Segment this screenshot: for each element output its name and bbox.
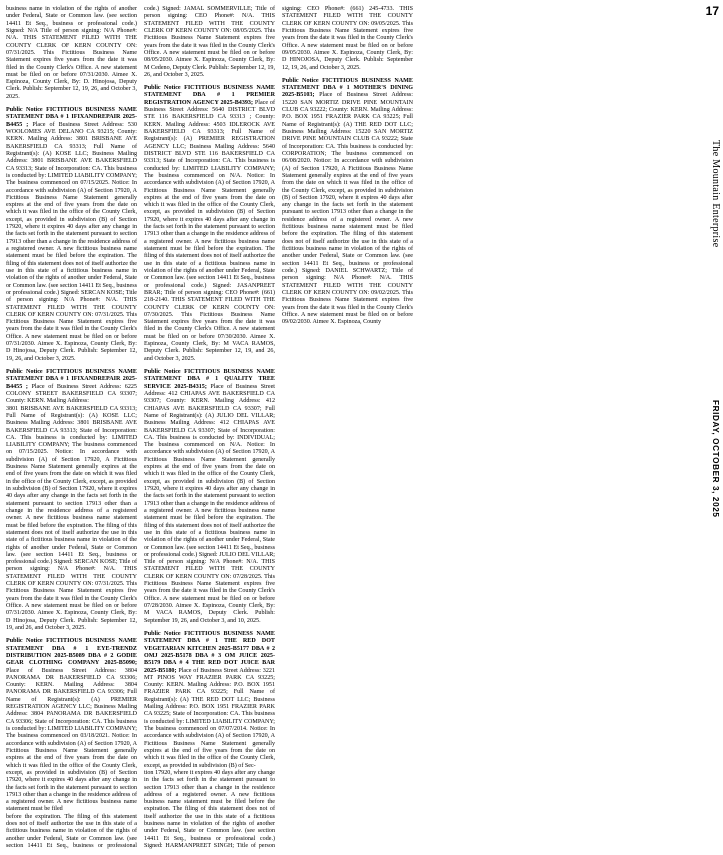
notice-text	[144, 369, 275, 625]
notice-heading: Public Notice FICTITIOUS BUSINESS NAME STATEMENT DBA # 1 IFIXANDREPAIR 2025-B4455 ;	[6, 107, 137, 128]
legal-notice	[282, 78, 413, 327]
notice-body: Place of Business Street Address: 530 WOOLOMES AVE DELANO CA 93215; County: KERN. Mailing Address: 3801 BRISBANE AVE BAKERSFIELD CA 93313; Full Name of Registrant(s): (A) KOSE LLC; Business Mailing Address: 3801 BRISBANE AVE BAKERSFIELD CA 93313; State of Incorporation: CA. This business is conducted by: LIMITED LIABILITY COMPANY; The business commenced on 07/15/2025. Notice: In accordance with subdivision (A) of Section 17920, A Fictitious Business Name Statement generally expires at the end of five years from the date on which it was filed in the office of the County Clerk, except, as provided in subdivision (B) of Section 17920, where it expires 40 days after any change in the facts set forth in the statement pursuant to section 17913 other than a change in the residence address of a registered owner. A new fictitious business name statement must be filed before the expiration. The filing of this statement does not of itself authorize the use in this state of a fictitious business name in violation of the rights of another under Federal, State or Common law. (see section 14411 Et Seq., business or professional code.) Signed: SERCAN KOSE; Title of person signing: N/A Phone#: N/A. THIS STATEMENT FILED WITH THE COUNTY CLERK OF KERN COUNTY ON: 07/31/2025. This Fictitious Business Name Statement expires five years from the date it was filed in the County Clerk's Office. A new statement must be filed on or before 07/31/2030. Aimee X. Espinoza, County Clerk, By: D Hinojosa, Deputy Clerk. Publish: September 12, 19, 26, and October 3, 2025.	[6, 121, 137, 362]
notice-text	[282, 78, 413, 327]
legal-notice	[144, 369, 275, 625]
notice-body: tion 17920, where it expires 40 days after any change in the facts set forth in the statement pursuant to section 17913 other than a change in the residence address of a registered owner. A new fictitious business name statement must be filed before the expiration. The filing of this statement does not of itself authorize the use in this state of a fictitious business name in violation of the rights of another under Federal, State or Common law. (see section 14411 Et Seq., business or professional code.) Signed: HARMANPREET SINGH; Title of person signing: CEO Phone#: (661) 245-4733. THIS STATEMENT FILED WITH THE COUNTY CLERK OF KERN COUNTY ON: 09/05/2025. This Fictitious Business Name Statement expires five years from the date it was filed in the County Clerk's Office. A new statement must be filed on or before 09/05/2030. Aimee X. Espinoza, County Clerk, By: D HINOJOSA, Deputy Clerk. Publish: September 12, 19, 26, and October 3, 2025.	[144, 6, 413, 849]
issue-dateline: FRIDAY, OCTOBER 3, 2025	[711, 400, 720, 518]
legal-notice	[6, 369, 137, 406]
notice-body: Place of Business Street Address: 15220 SAN MORTIZ DRIVE PINE MOUNTAIN CLUB CA 93222; County: KERN. Mailing Address: P.O. BOX 1951 FRAZIER PARK CA 93225; Full Name of Registrant(s): (A) THE RED DOT LLC; Business Mailing Address: 15220 SAN MORTIZ DRIVE PINE MOUNTAIN CLUB CA 93222; State of Incorporation: CA. This business is conducted by: CORPORATION; The business commenced on 06/08/2020. Notice: In accordance with subdivision (A) of Section 17920, A Fictitious Business Name Statement generally expires at the end of five years from the date on which it was filed in the office of the County Clerk, except, as provided in subdivision (B) of Section 17920, where it expires 40 days after any change in the facts set forth in the statement pursuant to section 17913 other than a change in the residence address of a registered owner. A new fictitious business name statement must be filed before the expiration. The filing of this statement does not of itself authorize the use in this state of a fictitious business name in violation of the rights of another under Federal, State or Common law. (see section 14411 Et Seq., business or professional code.) Signed: DANIEL SCHWARTZ; Title of person signing: N/A Phone#: N/A. THIS STATEMENT FILED WITH THE COUNTY CLERK OF KERN COUNTY ON: 09/02/2025. This Fictitious Business Name Statement expires five years from the date it was filed in the County Clerk's Office. A new statement must be filed on or before 09/02/2030. Aimee X. Espinoza, County	[282, 92, 413, 326]
legal-notice	[6, 406, 137, 633]
notice-heading: Public Notice FICTITIOUS BUSINESS NAME STATEMENT DBA # 1 PREMIER REGISTRATION AGENCY 2025-B4393;	[144, 85, 275, 106]
notice-heading: Public Notice FICTITIOUS BUSINESS NAME STATEMENT DBA # 1 THE RED DOT VEGETARIAN KITCHEN 2025-B5177 DBA # 2 OMJ 2025-B5178 DBA # 3 OM JUICE 2025-B5179 DBA # 4 THE RED DOT JUICE BAR 2025-B5180;	[144, 630, 275, 674]
notice-body: Place of Business Street Address: 6225 COLONY STREET BAKERSFIELD CA 93307; County: KERN. Mailing Address:	[6, 383, 137, 405]
notice-body: Place of Business Street Address: 412 CHIAPAS AVE BAKERSFIELD CA 93307; County: KERN. Mailing Address: 412 CHIAPAS AVE BAKERSFIELD CA 93307; Full Name of Registrant(s): (A) JULIO DEL VILLAR; Business Mailing Address: 412 CHIAPAS AVE BAKERSFIELD CA 93307; State of Incorporation: CA. This business is conducted by: INDIVIDUAL; The business commenced on N/A. Notice: In accordance with subdivision (A) of Section 17920, A Fictitious Business Name Statement generally expires at the end of five years from the date on which it was filed in the office of the County Clerk, except, as provided in subdivision (B) of Section 17920, where it expires 40 days after any change in the facts set forth in the statement pursuant to section 17913 other than a change in the residence address of a registered owner. A new fictitious business name statement must be filed before the expiration. The filing of this statement does not of itself authorize the use in this state of a fictitious business name in violation of the rights of another under Federal, State or Common law. (see section 14411 Et Seq., business or professional code.) Signed: JULIO DEL VILLAR; Title of person signing: N/A Phone#: N/A. THIS STATEMENT FILED WITH THE COUNTY CLERK OF KERN COUNTY ON: 07/28/2025. This Fictitious Business Name Statement expires five years from the date it was filed in the County Clerk's Office. A new statement must be filed on or before 07/28/2030. Aimee X. Espinoza, County Clerk, By: M VACA RAMOS, Deputy Clerk. Publish: September 19, 26, and October 3, and 10, 2025.	[144, 383, 275, 624]
masthead-title: The Mountain Enterprise	[710, 140, 721, 248]
notice-body: Place of Business Street Address: 5640 DISTRICT BLVD STE 116 BAKERSFIELD CA 93313 ; County: KERN. Mailing Address: 4503 IDLEROCK AVE BAKERSFIELD CA 93313; Full Name of Registrant(s): (A) PREMIER REGISTRATION AGENCY LLC; Business Mailing Address: 5640 DISTRICT BLVD STE 116 BAKERSFIELD CA 93313; State of Incorporation: CA. This business is conducted by: LIMITED LIABILITY COMPANY; The business commenced on N/A. Notice: In accordance with subdivision (A) of Section 17920, A Fictitious Business Name Statement generally expires at the end of five years from the date on which it was filed in the office of the County Clerk, except, as provided in subdivision (B) of Section 17920, where it expires 40 days after any change in the facts set forth in the statement pursuant to section 17913 other than a change in the residence address of a registered owner. A new fictitious business name statement must be filed before the expiration. The filing of this statement does not of itself authorize the use in this state of a fictitious business name in violation of the rights of another under Federal, State or Common law. (see section 14411 Et Seq., business or professional code.) Signed: JASANPREET BRAR; Title of person signing: CEO Phone#: (661) 218-2140. THIS STATEMENT FILED WITH THE COUNTY CLERK OF KERN COUNTY ON: 07/30/2025. This Fictitious Business Name Statement expires five years from the date it was filed in the County Clerk's Office. A new statement must be filed on or before 07/30/2030. Aimee X. Espinoza, County Clerk, By: M VACA RAMOS, Deputy Clerk. Publish: September 12, 19, and 26, and October 3, 2025.	[144, 99, 275, 362]
notice-text	[144, 631, 275, 770]
page-number: 17	[705, 4, 719, 18]
notice-text	[144, 85, 275, 363]
notice-body: Place of Business Street Address: 3804 PANORAMA DR BAKERSFIELD CA 93306; County: KERN. Mailing Address: 3804 PANORAMA DR BAKERSFIELD CA 93306; Full Name of Registrant(s): (A) PREMIER REGISTRATION AGENCY LLC; Business Mailing Address: 3804 PANORAMA DR BAKERSFIELD CA 93306; State of Incorporation: CA. This business is conducted by: LIMITED LIABILITY COMPANY; The business commenced on 03/18/2021. Notice: In accordance with subdivision (A) of Section 17920, A Fictitious Business Name Statement generally expires at the end of five years from the date on which it was filed in the office of the County Clerk, except, as provided in subdivision (B) of Section 17920, where it expires 40 days after any change in the facts set forth in the statement pursuant to section 17913 other than a change in the residence address of a registered owner. A new fictitious business name statement must be filed	[6, 667, 137, 813]
notice-body: Place of Business Street Address: 3221 MT PINOS WAY FRAZIER PARK CA 93225; County: KERN. Mailing Address: P.O. BOX 1951 FRAZIER PARK CA 93225; Full Name of Registrant(s): (A) THE RED DOT LLC; Business Mailing Address: P.O. BOX 1951 FRAZIER PARK CA 93225; State of Incorporation: CA. This business is conducted by: LIMITED LIABILITY COMPANY; The business commenced on 07/07/2014. Notice: In accordance with subdivision (A) of Section 17920, A Fictitious Business Name Statement generally expires at the end of five years from the date on which it was filed in the office of the County Clerk, except, as provided in subdivision (B) of Sec-	[144, 667, 275, 769]
notice-heading: Public Notice FICTITIOUS BUSINESS NAME STATEMENT DBA # 1 QUALITY TREE SERVICE 2025-B4315;	[144, 369, 275, 390]
legal-notice	[6, 107, 137, 363]
legal-notices-columns	[6, 6, 689, 851]
notice-body: 3801 BRISBANE AVE BAKERSFIELD CA 93313; Full Name of Registrant(s): (A) KOSE LLC; Business Mailing Address: 3801 BRISBANE AVE BAKERSFIELD CA 93313; State of Incorporation: CA. This business is conducted by: LIMITED LIABILITY COMPANY; The business commenced on 07/15/2025. Notice: In accordance with subdivision (A) of Section 17920, A Fictitious Business Name Statement generally expires at the end of five years from the date on which it was filed in the office of the County Clerk, except, as provided in subdivision (B) of Section 17920, where it expires 40 days after any change in the facts set forth in the statement pursuant to section 17913 other than a change in the residence address of a registered owner. A new fictitious business name statement must be filed before the expiration. The filing of this statement does not of itself authorize the use in this state of a fictitious business name in violation of the rights of another under Federal, State or Common law. (see section 14411 Et Seq., business or professional code.) Signed: SERCAN KOSE; Title of person signing: N/A Phone#: N/A. THIS STATEMENT FILED WITH THE COUNTY CLERK OF KERN COUNTY ON: 07/31/2025. This Fictitious Business Name Statement expires five years from the date it was filed in the County Clerk's Office. A new statement must be filed on or before 07/31/2030. Aimee X. Espinoza, County Clerk, By: D Hinojosa, Deputy Clerk. Publish: September 12, 19, and 26, and October 3, 2025.	[6, 405, 137, 631]
legal-notice	[144, 85, 275, 363]
notice-text	[6, 107, 137, 363]
notice-heading: Public Notice FICTITIOUS BUSINESS NAME STATEMENT DBA # 1 IFIXANDREPAIR 2025-B4455 ;	[6, 369, 137, 390]
notice-text	[6, 369, 137, 406]
notice-heading: Public Notice FICTITIOUS BUSINESS NAME STATEMENT DBA # 1 EYE-TRENDZ DISTRIBUTION 2025-B5089 DBA # 2 GODIE GEAR CLOTHING COMPANY 2025-B5090;	[6, 638, 137, 667]
notice-text	[6, 638, 137, 814]
legal-notice	[144, 631, 275, 770]
legal-notice	[6, 6, 137, 101]
notice-body: before the expiration. The filing of this statement does not of itself authorize the use in this state of a fictitious business name in violation of the rights of another under Federal, State or Common law. (see section 14411 Et Seq., business or professional code.) Signed: JAMAL SOMMERVILLE; Title of person signing: CEO Phone#: N/A. THIS STATEMENT FILED WITH THE COUNTY CLERK OF KERN COUNTY ON: 08/05/2025. This Fictitious Business Name Statement expires five years from the date it was filed in the County Clerk's Office. A new statement must be filed on or before 08/05/2030. Aimee X. Espinoza, County Clerk, By: M Cedeno, Deputy Clerk. Publish: September 12, 19, 26, and October 3, 2025.	[6, 6, 275, 849]
legal-notice	[6, 638, 137, 814]
notice-heading: Public Notice FICTITIOUS BUSINESS NAME STATEMENT DBA # 1 MOTHER'S DINING 2025-B5103;	[282, 77, 413, 99]
notice-body: business name in violation of the rights of another under Federal, State or Common law. (see section 14411 Et Seq., business or professional code.) Signed: N/A Title of person signing: N/A Phone#: N/A. THIS STATEMENT FILED WITH THE COUNTY CLERK OF KERN COUNTY ON: 07/31/2025. This Fictitious Business Name Statement expires five years from the date it was filed in the County Clerk's Office. A new statement must be filed on or before 07/31/2030. Aimee X. Espinoza, County Clerk, By: D. Hinojosa, Deputy Clerk. Publish: September 12, 19, 26, and October 3, 2025.	[6, 6, 137, 100]
notice-text	[6, 406, 137, 633]
notice-text	[6, 6, 137, 101]
